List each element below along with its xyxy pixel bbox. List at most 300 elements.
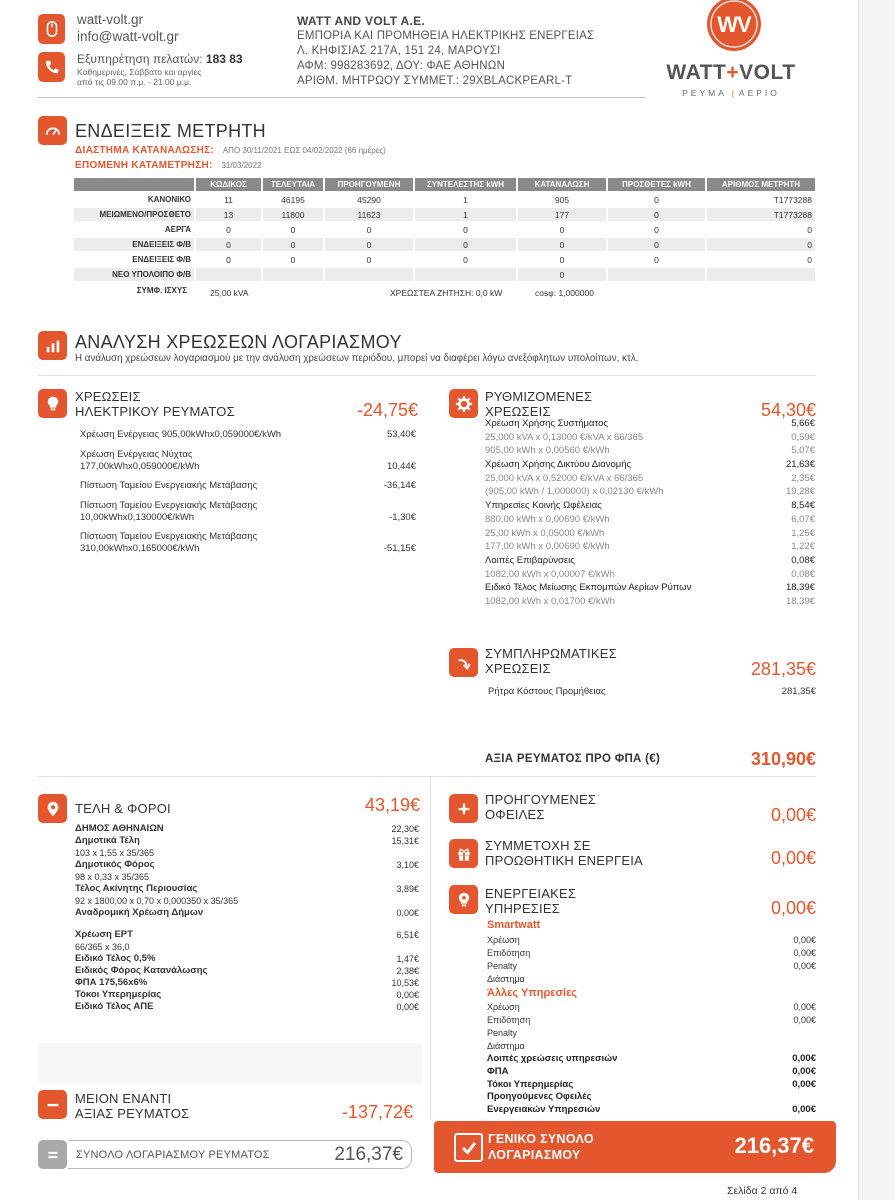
services-summary-line: [487, 1104, 816, 1117]
tax-line-row: [75, 1001, 419, 1013]
regulated-line-value: 5,07€: [791, 445, 815, 457]
services-summary-value: 0,00€: [792, 1078, 816, 1090]
regulated-line-value: 0,08€: [791, 568, 815, 580]
services-summary-label: Τόκοι Υπερημερίας: [487, 1078, 574, 1090]
website[interactable]: watt-volt.gr: [77, 12, 144, 27]
tax-line-label: ΔΗΜΟΣ ΑΘΗΝΑΙΩΝ: [75, 823, 164, 834]
taxes-title: ΤΕΛΗ & ΦΟΡΟΙ: [75, 801, 171, 816]
services-summary-value: 0,00€: [792, 1104, 816, 1116]
tax-line-label: Τόκοι Υπερημερίας: [75, 989, 162, 1000]
other-service-line: [487, 1001, 816, 1014]
minus-title-line-1: ΜΕΙΟΝ ΕΝΑΝΤΙ: [75, 1091, 172, 1106]
consumption-period: [75, 145, 386, 156]
regulated-line-value: 1,22€: [791, 541, 815, 553]
tax-line-value: 6,51€: [396, 930, 419, 940]
smartwatt-line-value: 0,00€: [793, 961, 816, 971]
minus-icon: [38, 1090, 67, 1119]
smartwatt-title: Smartwatt: [487, 919, 541, 931]
meter-row: [74, 223, 815, 236]
tax-line-label: Αναδρομική Χρέωση Δήμων: [75, 907, 204, 918]
tax-line: [75, 907, 419, 919]
next-label: ΕΠΟΜΕΝΗ ΚΑΤΑΜΕΤΡΗΣΗ:: [75, 160, 213, 171]
smartwatt-line-value: 0,00€: [793, 948, 816, 958]
meter-cell: 0: [654, 194, 659, 205]
meter-cell: 0: [226, 224, 231, 235]
mouse-icon: [38, 14, 65, 44]
meter-cell: [608, 268, 705, 281]
services-summary-line: [487, 1079, 816, 1092]
next-reading: [75, 160, 261, 171]
regulated-line-value: 1,25€: [791, 527, 815, 539]
regulated-line: [485, 418, 815, 432]
tax-line-sub: 103 x 1,55 x 35/365: [75, 848, 155, 858]
tax-line-row: [75, 989, 419, 1001]
supplementary-line-label: Ρήτρα Κόστους Προμήθειας: [488, 686, 606, 697]
other-service-line-value: 0,00€: [793, 1015, 816, 1025]
other-service-line-label: Χρέωση: [487, 1002, 520, 1012]
grand-total-value: 216,37€: [734, 1133, 814, 1158]
meter-cell: 0: [654, 224, 659, 235]
tax-line-label: Τέλος Ακίνητης Περιουσίας: [75, 883, 198, 894]
other-service-line: [487, 1027, 816, 1040]
smartwatt-line: [487, 960, 816, 973]
regulated-title-line-1: ΡΥΘΜΙΖΟΜΕΝΕΣ: [485, 389, 593, 404]
meter-cell: 0: [290, 254, 296, 265]
checkbox-icon: [454, 1133, 483, 1162]
meter-header-cell: ΣΥΝΤΕΛΕΣΤΗΣ kWH: [415, 178, 516, 191]
meter-header-cell: ΚΑΤΑΝΑΛΩΣΗ: [518, 178, 606, 191]
redirect-arrow-icon: [449, 648, 478, 677]
supplementary-title-line-2: ΧΡΕΩΣΕΙΣ: [485, 661, 551, 676]
electric-line-value: 53,40€: [386, 429, 416, 440]
period-label: ΔΙΑΣΤΗΜΑ ΚΑΤΑΝΑΛΩΣΗΣ:: [75, 145, 215, 156]
email[interactable]: info@watt-volt.gr: [77, 29, 179, 44]
tax-line: [75, 859, 419, 883]
regulated-line: [485, 486, 815, 500]
next-value: 31/03/2022: [221, 161, 262, 170]
meter-cell: 0: [263, 238, 323, 251]
page-edge: [858, 0, 895, 1200]
meter-cell: 905: [554, 194, 570, 205]
other-service-line-label: Penalty: [487, 1028, 518, 1038]
total-power-value: 216,37€: [334, 1144, 403, 1165]
meter-cell: 0: [608, 208, 705, 221]
regulated-line-value: 8,54€: [791, 500, 815, 512]
electric-line-value: -36,14€: [383, 480, 416, 491]
smartwatt-line-label: Penalty: [487, 961, 518, 971]
meter-cell: T1773288: [707, 208, 815, 221]
tax-line-label: Χρέωση ΕΡΤ: [75, 929, 133, 940]
services-summary-value: 0,00€: [792, 1065, 816, 1077]
regulated-title-line-2: ΧΡΕΩΣΕΙΣ: [485, 404, 551, 419]
tax-line-row: [75, 977, 419, 989]
taxes-amount: 43,19€: [364, 795, 420, 815]
other-services-title: Άλλες Υπηρεσίες: [487, 987, 578, 999]
previous-title-line-1: ΠΡΟΗΓΟΥΜΕΝΕΣ: [485, 792, 597, 807]
meter-cell: 0: [654, 254, 659, 265]
lightbulb-gear-icon: [449, 885, 478, 914]
tax-line-value: 3,10€: [396, 860, 419, 870]
tax-line: [75, 883, 419, 907]
previous-amount: 0,00€: [770, 805, 816, 825]
electric-line-value: 10,44€: [386, 461, 416, 472]
lightbulb-icon: [38, 389, 67, 418]
meter-cell: 11: [224, 194, 233, 205]
electric-title-line-1: ΧΡΕΩΣΕΙΣ: [75, 389, 141, 404]
electric-line-label: Χρέωση Ενέργειας Νύχτας: [80, 449, 193, 460]
company-name: WATT AND VOLT A.E.: [297, 14, 426, 28]
meter-cell: 0: [325, 238, 413, 251]
page-number: Σελίδα 2 από 4: [727, 1185, 798, 1197]
supplementary-amount: 281,35€: [750, 659, 816, 679]
electric-line: [80, 429, 416, 441]
electric-amount: -24,75€: [356, 400, 418, 420]
regulated-line-label: Υπηρεσίες Κοινής Ωφέλειας: [485, 500, 602, 512]
meter-cell: 0: [463, 224, 468, 235]
electric-line-label: Πίστωση Ταμείου Ενεργειακής Μετάβασης: [80, 480, 258, 491]
regulated-title: [485, 389, 592, 419]
meter-cell: 1: [463, 194, 468, 205]
electric-line-sub-row: [80, 461, 416, 473]
power-value-amount: 310,90€: [750, 749, 816, 769]
gauge-icon: [38, 116, 67, 145]
tax-line-row: [75, 823, 419, 835]
tax-line-label: Δημοτικά Τέλη: [75, 835, 140, 846]
tax-line: [75, 823, 419, 835]
meter-row: [74, 253, 815, 266]
regulated-line: [485, 596, 815, 610]
meter-header-row: [74, 178, 815, 191]
electric-line-value: -1,30€: [389, 512, 416, 523]
plus-icon: [449, 794, 478, 823]
blank-panel: [38, 1043, 422, 1083]
regulated-line-value: 0,08€: [791, 554, 815, 566]
meter-table: [72, 176, 817, 283]
supplementary-title-line-1: ΣΥΜΠΛΗΡΩΜΑΤΙΚΕΣ: [485, 646, 617, 661]
meter-cell: 1: [415, 208, 516, 221]
regulated-line: [485, 582, 815, 596]
other-service-line: [487, 1040, 816, 1053]
meter-header-cell: ΤΕΛΕΥΤΑΙΑ: [263, 178, 323, 191]
electric-line-sub: 310,00kWhx0,165000€/kWh: [80, 543, 200, 554]
gift-icon: [449, 839, 478, 868]
meter-cell: 0: [707, 238, 815, 251]
company-line: ΑΦΜ: 998283692, ΔΟΥ: ΦΑΕ ΑΘΗΝΩΝ: [297, 60, 506, 72]
regulated-line-value: 0,59€: [791, 431, 815, 443]
tax-line: [75, 835, 419, 859]
regulated-line: [485, 500, 815, 514]
company-line: ΑΡΙΘΜ. ΜΗΤΡΩΟΥ ΣΥΜΜΕΤ.: 29XBLACKPEARL-T: [297, 75, 573, 87]
regulated-line: [485, 514, 815, 528]
total-power-box: [68, 1140, 412, 1169]
meter-row: [74, 238, 815, 251]
regulated-line: [485, 445, 815, 459]
regulated-line-label: 1082,00 kWh x 0,01700 €/kWh: [485, 595, 615, 607]
minus-title: [75, 1091, 189, 1121]
regulated-line: [485, 459, 815, 473]
other-service-line-value: 0,00€: [793, 1002, 816, 1012]
services-summary-line: [487, 1066, 816, 1079]
meter-cell: 0: [226, 254, 231, 265]
meter-row-label: ΝΕΟ ΥΠΟΛΟΙΠΟ Φ/Β: [74, 268, 194, 281]
regulated-line-label: 25,00 kWh x 0,05000 €/kWh: [485, 527, 605, 539]
services-summary-label: Ενεργειακών Υπηρεσιών: [487, 1104, 601, 1116]
other-services-lines: [487, 1001, 816, 1053]
hours-line-2: από τις 09.00 π.μ. - 21.00 μ.μ.: [77, 77, 192, 87]
tax-line: [75, 965, 419, 977]
meter-row: [74, 193, 815, 206]
electric-line-label: Πίστωση Ταμείου Ενεργειακής Μετάβασης: [80, 500, 258, 511]
tax-line-sub: 66/365 x 36,0: [75, 942, 130, 952]
logo-plus: +: [726, 61, 740, 84]
meter-cell: 0: [518, 238, 606, 251]
tax-line-label: ΦΠΑ 175,56x6%: [75, 977, 148, 988]
contribution-title: [485, 838, 643, 868]
meter-header-cell: [74, 178, 194, 191]
meter-cell: 11800: [263, 208, 323, 221]
supplementary-line-value: 281,35€: [781, 686, 816, 697]
meter-cell: 46195: [281, 194, 305, 205]
meter-header-cell: ΚΩΔΙΚΟΣ: [196, 178, 261, 191]
meter-cell: 0: [518, 268, 606, 281]
tax-line-value: 0,00€: [396, 990, 419, 1000]
smartwatt-line-label: Χρέωση: [487, 935, 520, 945]
regulated-line-label: 25,000 kVA x 0,13000 €/kVA x 66/365: [485, 431, 644, 443]
meter-cell: [263, 268, 323, 281]
regulated-line-value: 21,63€: [785, 459, 815, 471]
smartwatt-line: [487, 973, 816, 986]
electric-title-line-2: ΗΛΕΚΤΡΙΚΟΥ ΡΕΥΜΑΤΟΣ: [75, 404, 235, 419]
logo-sub-gas: ΑΕΡΙΟ: [738, 88, 780, 98]
services-amount: 0,00€: [770, 898, 816, 918]
minus-amount: -137,72€: [341, 1102, 413, 1122]
logo: [703, 0, 765, 54]
tax-line-value: 0,00€: [396, 1002, 419, 1012]
meter-header-cell: ΠΡΟΣΘΕΤΕΣ kWH: [608, 178, 705, 191]
contribution-title-line-2: ΠΡΟΩΘΗΤΙΚΗ ΕΝΕΡΓΕΙΑ: [485, 853, 643, 868]
regulated-line-label: 25,000 kVA x 0,52000 €/kVA x 66/365: [485, 472, 644, 484]
service-hours: [77, 67, 201, 87]
location-pin-icon: [38, 794, 67, 823]
electric-line-sub-row: [80, 512, 416, 524]
electric-line-row: [80, 480, 416, 492]
smartwatt-line-value: 0,00€: [793, 935, 816, 945]
tax-line: [75, 989, 419, 1001]
tax-line-value: 22,30€: [391, 824, 419, 834]
regulated-line-value: 18,39€: [785, 595, 815, 607]
cosf-value: cosφ: 1,000000: [535, 288, 594, 298]
analysis-title: ΑΝΑΛΥΣΗ ΧΡΕΩΣΕΩΝ ΛΟΓΑΡΙΑΣΜΟΥ: [75, 332, 402, 352]
tax-line-value: 0,00€: [396, 908, 419, 918]
services-summary-label: Προηγούμενες Οφειλές: [487, 1091, 592, 1103]
meter-cell: [196, 268, 261, 281]
smartwatt-lines: [487, 934, 816, 986]
meter-cell: 177: [518, 208, 606, 221]
meter-header-cell: ΠΡΟΗΓΟΥΜΕΝΗ: [325, 178, 413, 191]
meter-cell: [325, 268, 413, 281]
regulated-line-label: 905,00 kWh x 0,00560 €/kWh: [485, 445, 610, 457]
company-block: [297, 14, 594, 89]
regulated-line: [485, 528, 815, 542]
meter-cell: 0: [807, 224, 812, 235]
power-value: 25,00 kVA: [210, 288, 249, 298]
meter-cell: 13: [196, 208, 261, 221]
meter-cell: 0: [559, 224, 565, 235]
services-title-line-1: ΕΝΕΡΓΕΙΑΚΕΣ: [485, 886, 577, 901]
hours-line-1: Καθημερινές, Σάββατο και αργίες: [77, 67, 202, 77]
meter-row-label: ΕΝΔΕΙΞΕΙΣ Φ/Β: [132, 255, 191, 264]
tax-line-row: [75, 965, 419, 977]
services-title-line-2: ΥΠΗΡΕΣΙΕΣ: [485, 901, 560, 916]
total-power-label: ΣΥΝΟΛΟ ΛΟΓΑΡΙΑΣΜΟΥ ΡΕΥΜΑΤΟΣ: [76, 1149, 270, 1161]
bar-chart-icon: [38, 331, 67, 360]
meter-cell: 45290: [357, 194, 381, 205]
logo-sub-power: ΡΕΥΜΑ: [682, 88, 727, 98]
logo-word-volt: VOLT: [739, 61, 796, 84]
electric-line: [80, 480, 416, 492]
regulated-line: [485, 432, 815, 446]
regulated-line-label: 880,00 kWh x 0,00690 €/kWh: [485, 513, 610, 525]
tax-line-row: [75, 953, 419, 965]
power-value-label: ΑΞΙΑ ΡΕΥΜΑΤΟΣ ΠΡΟ ΦΠΑ (€): [485, 753, 661, 765]
services-summary-line: [487, 1053, 816, 1066]
meter-cell: 0: [366, 254, 372, 265]
tax-line-label: Ειδικός Φόρος Κατανάλωσης: [75, 965, 208, 976]
meter-cell: 0: [415, 238, 516, 251]
regulated-line-label: 1082,00 kWh x 0,00007 €/kWh: [485, 568, 615, 580]
meter-row-label: ΕΝΔΕΙΞΕΙΣ Φ/Β: [74, 238, 194, 251]
tax-line-label: Ειδικό Τέλος 0,5%: [75, 953, 156, 964]
meter-cell: 0: [290, 224, 296, 235]
meter-cell: 0: [463, 254, 468, 265]
header-divider: [38, 97, 645, 98]
company-line: ΕΜΠΟΡΙΑ ΚΑΙ ΠΡΟΜΗΘΕΙΑ ΗΛΕΚΤΡΙΚΗΣ ΕΝΕΡΓΕΙΑΣ: [297, 30, 595, 42]
contribution-title-line-1: ΣΥΜΜΕΤΟΧΗ ΣΕ: [485, 838, 591, 853]
tax-line-sub: 98 x 0,33 x 35/365: [75, 872, 150, 882]
meter-cell: [415, 268, 516, 281]
logo-wordmark: [645, 61, 817, 85]
regulated-line: [485, 473, 815, 487]
tax-line-value: 3,89€: [396, 884, 419, 894]
minus-title-line-2: ΑΞΙΑΣ ΡΕΥΜΑΤΟΣ: [75, 1106, 190, 1121]
power-label: ΣΥΜΦ. ΙΣΧΥΣ: [136, 286, 187, 295]
contribution-amount: 0,00€: [770, 848, 816, 868]
electric-line-sub: 10,00kWhx0,130000€/kWh: [80, 512, 195, 523]
previous-title: [485, 792, 596, 822]
other-service-line: [487, 1014, 816, 1027]
regulated-line-label: Ειδικό Τέλος Μείωσης Εκπομπών Αερίων Ρύπων: [485, 582, 692, 594]
smartwatt-line: [487, 947, 816, 960]
smartwatt-line-label: Διάστημα: [487, 974, 525, 984]
electric-line-sub: 177,00kWhx0,059000€/kWh: [80, 461, 200, 472]
meter-row: [74, 268, 815, 281]
vertical-divider: [430, 776, 431, 1120]
regulated-line-value: 18,39€: [785, 582, 815, 594]
regulated-amount: 54,30€: [760, 400, 816, 420]
services-summary-value: 0,00€: [792, 1053, 816, 1064]
tax-line: [75, 1001, 419, 1013]
tax-line-value: 10,53€: [391, 978, 419, 988]
meter-cell: 11623: [325, 208, 413, 221]
meter-row-label: ΜΕΙΩΜΕΝΟ/ΠΡΟΣΘΕΤΟ: [74, 208, 194, 221]
regulated-line-label: Χρέωση Χρήσης Δικτύου Διανομής: [485, 459, 632, 471]
meter-row: [74, 208, 815, 221]
meter-row-label: ΑΕΡΓΑ: [164, 225, 191, 234]
tax-line-value: 2,38€: [396, 966, 419, 976]
tax-line: [75, 953, 419, 965]
previous-title-line-2: ΟΦΕΙΛΕΣ: [485, 807, 545, 822]
meter-cell: 0: [196, 238, 261, 251]
meter-header-cell: ΑΡΙΘΜΟΣ ΜΕΤΡΗΤΗ: [707, 178, 815, 191]
tax-line: [75, 977, 419, 989]
services-summary-line: [487, 1091, 816, 1104]
meter-row-label: ΚΑΝΟΝΙΚΟ: [147, 195, 191, 204]
tax-line-row: [75, 859, 419, 871]
tax-line-label: Ειδικό Τέλος ΑΠΕ: [75, 1001, 154, 1012]
analysis-divider: [38, 375, 816, 376]
regulated-line-value: 19,28€: [785, 486, 815, 498]
service-phone[interactable]: 183 83: [205, 52, 243, 66]
regulated-line: [485, 541, 815, 555]
regulated-line-label: Χρέωση Χρήσης Συστήματος: [485, 418, 608, 429]
tax-line: [75, 929, 419, 953]
services-summary-label: Λοιπές χρεώσεις υπηρεσιών: [487, 1053, 618, 1064]
meter-cell: [707, 268, 815, 281]
tax-line-value: 15,31€: [391, 836, 419, 846]
tax-line-label: Δημοτικός Φόρος: [75, 859, 155, 870]
demand-value: ΧΡΕΩΣΤΕΑ ΖΗΤΗΣΗ: 0,0 kW: [390, 288, 503, 298]
services-summary-label: ΦΠΑ: [487, 1065, 509, 1077]
regulated-line: [485, 569, 815, 583]
meter-cell: 0: [366, 224, 372, 235]
regulated-lines: [485, 418, 815, 610]
equals-icon: [38, 1140, 67, 1169]
electric-line-label: Πίστωση Ταμείου Ενεργειακής Μετάβασης: [80, 531, 258, 542]
other-service-line-label: Διάστημα: [487, 1041, 525, 1051]
electric-line: [80, 449, 416, 473]
electric-line-label: Χρέωση Ενέργειας 905,00kWhx0,059000€/kWh: [80, 429, 282, 440]
electric-line-value: -51,15€: [383, 543, 416, 554]
service-line: [77, 52, 243, 66]
company-line: Λ. ΚΗΦΙΣΙΑΣ 217Α, 151 24, ΜΑΡΟΥΣΙ: [297, 45, 501, 57]
supplementary-line: [488, 686, 816, 698]
smartwatt-line-label: Επιδότηση: [487, 948, 531, 958]
gear-icon: [449, 389, 478, 418]
service-label: Εξυπηρέτηση πελατών:: [77, 52, 203, 66]
tax-line-value: 1,47€: [396, 954, 419, 964]
meter-cell: T1773288: [773, 194, 812, 205]
electric-line: [80, 531, 416, 555]
services-title: [485, 886, 576, 916]
regulated-line-value: 6,07€: [791, 513, 815, 525]
electric-line: [80, 500, 416, 524]
tax-line-sub: 92 x 1800,00 x 0,70 x 0,000350 x 35/365: [75, 896, 239, 906]
logo-sub-divider: |: [731, 88, 734, 98]
taxes-lines: [75, 823, 419, 1013]
supplementary-title: [485, 646, 617, 676]
electric-line-sub-row: [80, 543, 416, 555]
tax-line-row: [75, 883, 419, 895]
meter-title: ΕΝΔΕΙΞΕΙΣ ΜΕΤΡΗΤΗ: [75, 121, 266, 141]
other-service-line-label: Επιδότηση: [487, 1015, 531, 1025]
regulated-line-label: (905,00 kWh / 1,000000) x 0,02130 €/kWh: [485, 486, 664, 498]
electric-lines: [80, 429, 416, 562]
mid-divider: [38, 776, 816, 777]
smartwatt-line: [487, 934, 816, 947]
tax-line-row: [75, 835, 419, 847]
grand-total-box: [434, 1121, 836, 1173]
meter-cell: 0: [559, 254, 565, 265]
